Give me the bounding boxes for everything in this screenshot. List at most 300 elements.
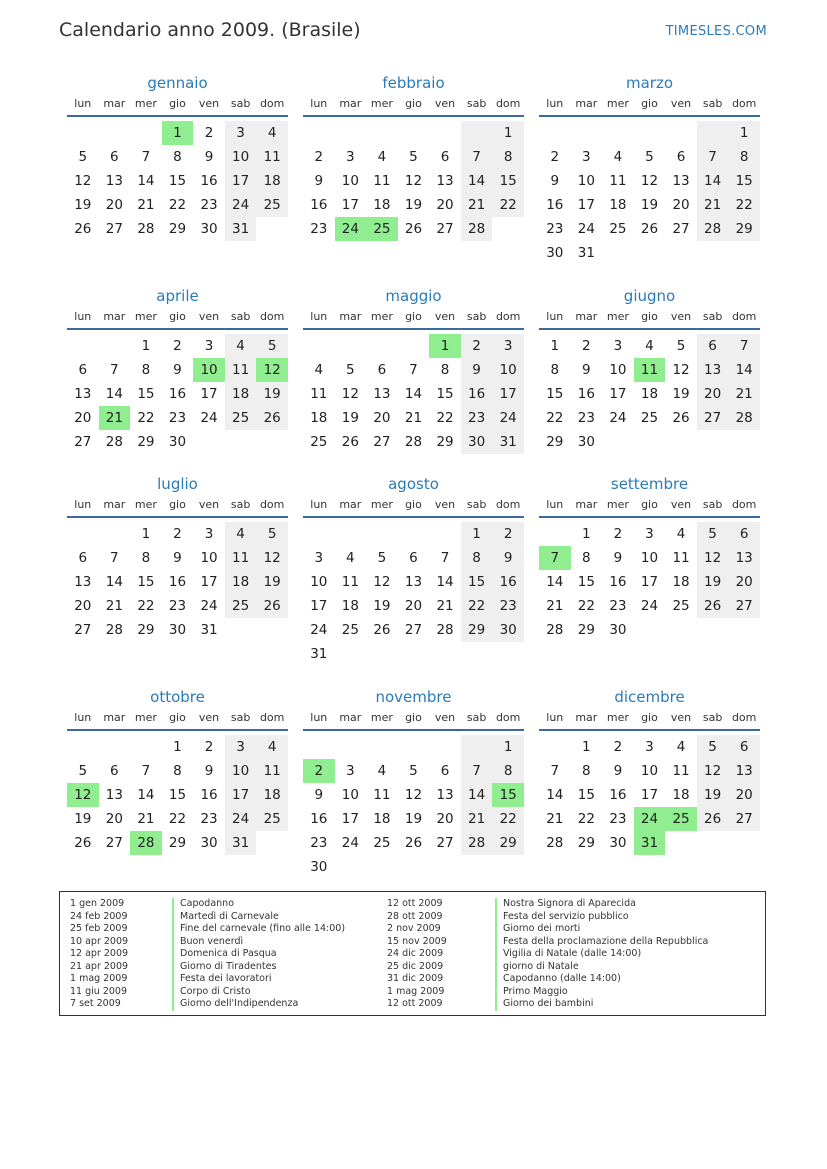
weekday-label: gio xyxy=(405,711,422,724)
day-cell: 7 xyxy=(440,550,450,566)
week-row xyxy=(539,241,760,265)
week-row xyxy=(303,759,524,783)
day-cell: 31 xyxy=(225,831,257,855)
day-cell: 2 xyxy=(550,149,560,165)
weekday-label: mer xyxy=(134,498,157,511)
week-row xyxy=(539,145,760,169)
week-row xyxy=(539,169,760,193)
day-cell: 15 xyxy=(546,386,564,402)
empty-day-cell xyxy=(99,121,131,145)
day-cell: 29 xyxy=(436,434,454,450)
weekday-label: ven xyxy=(670,711,692,724)
day-cell: 4 xyxy=(225,522,257,546)
day-cell: 25 xyxy=(225,594,257,618)
empty-day-cell xyxy=(67,735,99,759)
legend-holiday-name: Vigilia di Natale (dalle 14:00) xyxy=(495,948,708,961)
empty-day-cell xyxy=(99,522,131,546)
week-row xyxy=(67,382,288,406)
day-cell: 26 xyxy=(74,835,92,851)
weekday-label: ven xyxy=(434,97,456,110)
day-cell: 27 xyxy=(373,434,391,450)
day-cell: 18 xyxy=(672,574,690,590)
day-cell: 17 xyxy=(200,574,218,590)
legend-holiday-name: Giorno di Tiradentes xyxy=(172,961,345,974)
empty-day-cell xyxy=(335,334,367,358)
empty-day-cell xyxy=(99,735,131,759)
empty-day-cell xyxy=(366,855,398,879)
day-cell: 13 xyxy=(728,546,760,570)
holiday-day-cell: 12 xyxy=(256,358,288,382)
weekday-header xyxy=(303,711,524,731)
weekday-label: sab xyxy=(230,310,251,323)
legend-right-dates xyxy=(387,898,447,1011)
day-cell: 29 xyxy=(168,221,187,237)
empty-day-cell xyxy=(303,735,335,759)
day-cell: 2 xyxy=(204,125,214,141)
day-cell: 8 xyxy=(440,362,450,378)
legend-holiday-name: Corpo di Cristo xyxy=(172,986,345,999)
day-cell: 12 xyxy=(404,173,423,189)
day-cell: 4 xyxy=(256,121,288,145)
day-cell: 30 xyxy=(546,245,564,261)
empty-day-cell xyxy=(492,855,524,879)
weekday-label: ven xyxy=(198,711,220,724)
week-row xyxy=(539,735,760,759)
weekday-label: mar xyxy=(339,310,362,323)
day-cell: 17 xyxy=(310,598,328,614)
weekday-label: mer xyxy=(606,97,629,110)
day-cell: 12 xyxy=(256,546,288,570)
week-row xyxy=(303,406,524,430)
day-cell: 13 xyxy=(74,574,92,590)
legend-holiday-name: Capodanno (dalle 14:00) xyxy=(495,973,708,986)
weekday-label: sab xyxy=(702,498,723,511)
empty-day-cell xyxy=(728,831,760,855)
day-cell: 29 xyxy=(461,618,493,642)
day-cell: 2 xyxy=(613,526,623,542)
day-cell: 3 xyxy=(645,526,654,542)
weekday-header xyxy=(67,97,288,117)
day-cell: 21 xyxy=(697,193,729,217)
legend-holiday-name: Festa della proclamazione della Repubblica xyxy=(495,936,708,949)
weekday-label: mer xyxy=(134,711,157,724)
day-cell: 19 xyxy=(697,570,729,594)
day-cell: 15 xyxy=(436,386,454,402)
day-cell: 22 xyxy=(461,594,493,618)
day-cell: 11 xyxy=(672,550,690,566)
day-cell: 3 xyxy=(645,739,654,755)
holiday-day-cell: 24 xyxy=(634,807,666,831)
day-cell: 4 xyxy=(377,149,387,165)
day-cell: 12 xyxy=(74,173,92,189)
day-cell: 17 xyxy=(341,811,359,827)
day-cell: 6 xyxy=(728,522,760,546)
weekday-label: lun xyxy=(310,711,328,724)
weekday-label: sab xyxy=(702,711,723,724)
empty-day-cell xyxy=(492,642,524,666)
empty-day-cell xyxy=(67,334,99,358)
weekday-label: lun xyxy=(546,97,564,110)
week-row xyxy=(303,735,524,759)
day-cell: 24 xyxy=(310,622,328,638)
day-cell: 19 xyxy=(373,598,391,614)
day-cell: 4 xyxy=(346,550,355,566)
legend-holiday-name: giorno di Natale xyxy=(495,961,708,974)
empty-day-cell xyxy=(335,642,367,666)
legend-holiday-date: 28 ott 2009 xyxy=(387,910,443,922)
week-row xyxy=(539,358,760,382)
day-cell: 21 xyxy=(546,811,564,827)
day-cell: 16 xyxy=(168,574,187,590)
day-cell: 21 xyxy=(546,598,564,614)
day-cell: 21 xyxy=(436,598,454,614)
week-row xyxy=(67,145,288,169)
day-cell: 28 xyxy=(105,434,123,450)
weekday-header xyxy=(67,711,288,731)
weekday-label: sab xyxy=(466,310,487,323)
day-cell: 8 xyxy=(141,362,151,378)
day-cell: 4 xyxy=(256,735,288,759)
holiday-day-cell: 2 xyxy=(303,759,335,783)
day-cell: 13 xyxy=(105,173,123,189)
day-cell: 18 xyxy=(672,787,690,803)
day-cell: 7 xyxy=(697,145,729,169)
weekday-label: mar xyxy=(103,498,126,511)
weekday-label: dom xyxy=(259,498,285,511)
day-cell: 22 xyxy=(492,807,524,831)
empty-day-cell xyxy=(634,618,666,642)
weekday-label: gio xyxy=(641,498,658,511)
day-cell: 14 xyxy=(105,386,123,402)
day-cell: 7 xyxy=(461,145,493,169)
day-cell: 23 xyxy=(310,835,328,851)
day-cell: 10 xyxy=(640,550,659,566)
empty-day-cell xyxy=(728,618,760,642)
day-cell: 17 xyxy=(640,574,659,590)
day-cell: 24 xyxy=(640,598,659,614)
week-row xyxy=(539,430,760,454)
day-cell: 25 xyxy=(609,221,627,237)
day-cell: 3 xyxy=(225,735,257,759)
day-cell: 11 xyxy=(373,787,391,803)
day-cell: 11 xyxy=(256,759,288,783)
day-cell: 19 xyxy=(341,410,359,426)
day-cell: 15 xyxy=(461,570,493,594)
week-row xyxy=(67,735,288,759)
day-cell: 20 xyxy=(74,410,92,426)
day-cell: 27 xyxy=(74,434,92,450)
day-cell: 1 xyxy=(582,739,591,755)
day-cell: 18 xyxy=(341,598,359,614)
day-cell: 30 xyxy=(609,835,627,851)
day-cell: 21 xyxy=(105,598,123,614)
week-row xyxy=(67,358,288,382)
legend-holiday-date: 24 dic 2009 xyxy=(387,948,444,959)
month-name: novembre xyxy=(375,688,452,706)
day-cell: 3 xyxy=(346,763,355,779)
weekday-label: dom xyxy=(259,310,285,323)
weekday-label: ven xyxy=(198,97,220,110)
brand-logo-text[interactable]: TIMESLES.COM xyxy=(665,24,767,39)
empty-day-cell xyxy=(366,735,398,759)
weekday-label: dom xyxy=(731,711,757,724)
day-cell: 14 xyxy=(436,574,454,590)
day-cell: 1 xyxy=(141,526,151,542)
week-row xyxy=(303,618,524,642)
week-row xyxy=(303,831,524,855)
day-cell: 28 xyxy=(546,622,564,638)
day-cell: 7 xyxy=(461,759,493,783)
weekday-label: gio xyxy=(169,310,186,323)
day-cell: 1 xyxy=(550,338,560,354)
day-cell: 24 xyxy=(200,410,218,426)
day-cell: 12 xyxy=(404,787,423,803)
day-cell: 3 xyxy=(204,338,214,354)
day-cell: 9 xyxy=(613,763,623,779)
week-row xyxy=(67,217,288,241)
day-cell: 18 xyxy=(373,197,391,213)
month-aprile xyxy=(67,286,288,454)
weekday-label: dom xyxy=(495,711,521,724)
weekday-header xyxy=(303,498,524,518)
legend-holiday-date: 25 dic 2009 xyxy=(387,960,444,972)
day-cell: 28 xyxy=(728,406,760,430)
day-cell: 8 xyxy=(492,145,524,169)
day-cell: 17 xyxy=(577,197,595,213)
weekday-label: gio xyxy=(169,711,186,724)
day-cell: 30 xyxy=(461,430,493,454)
legend-holiday-name: Festa del servizio pubblico xyxy=(495,911,708,924)
weekday-label: dom xyxy=(495,310,521,323)
day-cell: 25 xyxy=(373,835,391,851)
weekday-label: lun xyxy=(546,498,564,511)
legend-holiday-date: 12 apr 2009 xyxy=(70,948,129,959)
day-cell: 18 xyxy=(225,382,257,406)
day-cell: 29 xyxy=(137,434,155,450)
week-row xyxy=(303,121,524,145)
day-cell: 28 xyxy=(461,831,493,855)
day-cell: 10 xyxy=(225,145,257,169)
weekday-header xyxy=(303,310,524,330)
month-febbraio xyxy=(303,73,524,241)
weekday-label: mer xyxy=(606,310,629,323)
day-cell: 10 xyxy=(341,173,359,189)
legend-holiday-name: Nostra Signora di Aparecida xyxy=(495,898,708,911)
empty-day-cell xyxy=(366,121,398,145)
day-cell: 27 xyxy=(436,221,454,237)
weekday-label: mar xyxy=(103,711,126,724)
day-cell: 30 xyxy=(310,859,328,875)
month-name: luglio xyxy=(157,475,198,493)
legend-holiday-date: 10 apr 2009 xyxy=(70,935,129,947)
week-row xyxy=(539,406,760,430)
day-cell: 4 xyxy=(377,763,387,779)
empty-day-cell xyxy=(461,642,493,666)
legend-holiday-name: Giorno dei morti xyxy=(495,923,708,936)
day-cell: 19 xyxy=(74,197,92,213)
day-cell: 4 xyxy=(676,739,686,755)
day-cell: 2 xyxy=(461,334,493,358)
month-name: gennaio xyxy=(147,74,208,92)
empty-day-cell xyxy=(67,522,99,546)
day-cell: 23 xyxy=(200,197,218,213)
day-cell: 9 xyxy=(204,149,214,165)
day-cell: 30 xyxy=(609,622,627,638)
month-ottobre xyxy=(67,687,288,855)
empty-day-cell xyxy=(665,121,697,145)
day-cell: 4 xyxy=(225,334,257,358)
day-cell: 30 xyxy=(577,434,595,450)
weekday-label: mar xyxy=(575,498,598,511)
day-cell: 10 xyxy=(577,173,595,189)
weekday-label: dom xyxy=(495,498,521,511)
day-cell: 28 xyxy=(404,434,423,450)
empty-day-cell xyxy=(539,121,571,145)
page-title: Calendario anno 2009. (Brasile) xyxy=(59,19,361,41)
holiday-day-cell: 11 xyxy=(634,358,666,382)
empty-day-cell xyxy=(697,831,729,855)
empty-day-cell xyxy=(634,121,666,145)
day-cell: 24 xyxy=(225,807,257,831)
legend-holiday-name: Buon venerdì xyxy=(172,936,345,949)
weekday-label: gio xyxy=(641,97,658,110)
legend-holiday-date: 21 apr 2009 xyxy=(70,960,129,972)
day-cell: 16 xyxy=(492,570,524,594)
day-cell: 11 xyxy=(310,386,328,402)
day-cell: 21 xyxy=(461,193,493,217)
day-cell: 17 xyxy=(225,169,257,193)
legend-holiday-name: Fine del carnevale (fino alle 14:00) xyxy=(172,923,345,936)
week-row xyxy=(539,382,760,406)
legend-holiday-date: 1 gen 2009 xyxy=(70,898,125,909)
empty-day-cell xyxy=(193,430,225,454)
empty-day-cell xyxy=(634,241,666,265)
month-name: giugno xyxy=(623,287,676,305)
day-cell: 19 xyxy=(640,197,659,213)
week-row xyxy=(303,217,524,241)
weekday-label: sab xyxy=(702,97,723,110)
day-cell: 20 xyxy=(105,811,123,827)
empty-day-cell xyxy=(398,735,430,759)
weekday-label: dom xyxy=(259,711,285,724)
week-row xyxy=(539,831,760,855)
day-cell: 22 xyxy=(492,193,524,217)
week-row xyxy=(539,193,760,217)
day-cell: 14 xyxy=(137,173,155,189)
month-dicembre xyxy=(539,687,760,855)
day-cell: 17 xyxy=(609,386,627,402)
day-cell: 21 xyxy=(404,410,423,426)
month-name: aprile xyxy=(156,287,199,305)
day-cell: 3 xyxy=(314,550,324,566)
weekday-label: gio xyxy=(641,711,658,724)
week-row xyxy=(303,546,524,570)
week-row xyxy=(539,546,760,570)
day-cell: 23 xyxy=(461,406,493,430)
day-cell: 28 xyxy=(461,217,493,241)
weekday-label: lun xyxy=(546,310,564,323)
day-cell: 11 xyxy=(225,546,257,570)
week-row xyxy=(67,783,288,807)
day-cell: 29 xyxy=(492,831,524,855)
week-row xyxy=(539,570,760,594)
day-cell: 24 xyxy=(492,406,524,430)
day-cell: 28 xyxy=(697,217,729,241)
day-cell: 24 xyxy=(609,410,627,426)
day-cell: 19 xyxy=(672,386,690,402)
week-row xyxy=(67,430,288,454)
day-cell: 9 xyxy=(613,550,623,566)
weekday-label: dom xyxy=(731,97,757,110)
day-cell: 20 xyxy=(74,598,92,614)
weekday-label: sab xyxy=(466,498,487,511)
weekday-label: mer xyxy=(134,310,157,323)
week-row xyxy=(303,382,524,406)
empty-day-cell xyxy=(398,522,430,546)
weekday-header xyxy=(539,97,760,117)
day-cell: 29 xyxy=(577,622,595,638)
month-maggio xyxy=(303,286,524,454)
day-cell: 29 xyxy=(546,434,564,450)
legend-holiday-name: Primo Maggio xyxy=(495,986,708,999)
week-row xyxy=(303,570,524,594)
weekday-label: gio xyxy=(169,498,186,511)
day-cell: 20 xyxy=(436,811,454,827)
week-row xyxy=(67,831,288,855)
day-cell: 30 xyxy=(168,622,187,638)
weekday-header xyxy=(303,97,524,117)
legend-holiday-date: 25 feb 2009 xyxy=(70,923,128,934)
day-cell: 8 xyxy=(173,763,182,779)
day-cell: 29 xyxy=(137,622,155,638)
weekday-label: lun xyxy=(546,711,564,724)
day-cell: 2 xyxy=(204,739,214,755)
day-cell: 21 xyxy=(137,197,155,213)
weekday-header xyxy=(67,310,288,330)
day-cell: 7 xyxy=(110,550,119,566)
day-cell: 21 xyxy=(461,807,493,831)
legend-holiday-name: Giorno dell'Indipendenza xyxy=(172,998,345,1011)
day-cell: 23 xyxy=(168,410,187,426)
day-cell: 15 xyxy=(137,574,155,590)
day-cell: 23 xyxy=(577,410,595,426)
day-cell: 5 xyxy=(377,550,387,566)
day-cell: 20 xyxy=(728,570,760,594)
day-cell: 24 xyxy=(341,835,359,851)
week-row xyxy=(303,334,524,358)
empty-day-cell xyxy=(398,334,430,358)
legend-holiday-name: Martedì di Carnevale xyxy=(172,911,345,924)
weekday-label: ven xyxy=(198,310,220,323)
month-agosto xyxy=(303,474,524,666)
day-cell: 3 xyxy=(225,121,257,145)
day-cell: 3 xyxy=(204,526,214,542)
day-cell: 10 xyxy=(341,787,359,803)
day-cell: 5 xyxy=(697,522,729,546)
day-cell: 27 xyxy=(728,594,760,618)
day-cell: 13 xyxy=(436,173,454,189)
day-cell: 6 xyxy=(697,334,729,358)
month-giugno xyxy=(539,286,760,454)
empty-day-cell xyxy=(728,430,760,454)
day-cell: 13 xyxy=(105,787,123,803)
day-cell: 6 xyxy=(409,550,418,566)
day-cell: 8 xyxy=(582,763,591,779)
day-cell: 25 xyxy=(672,598,690,614)
day-cell: 3 xyxy=(346,149,355,165)
empty-day-cell xyxy=(99,334,131,358)
day-cell: 5 xyxy=(256,522,288,546)
